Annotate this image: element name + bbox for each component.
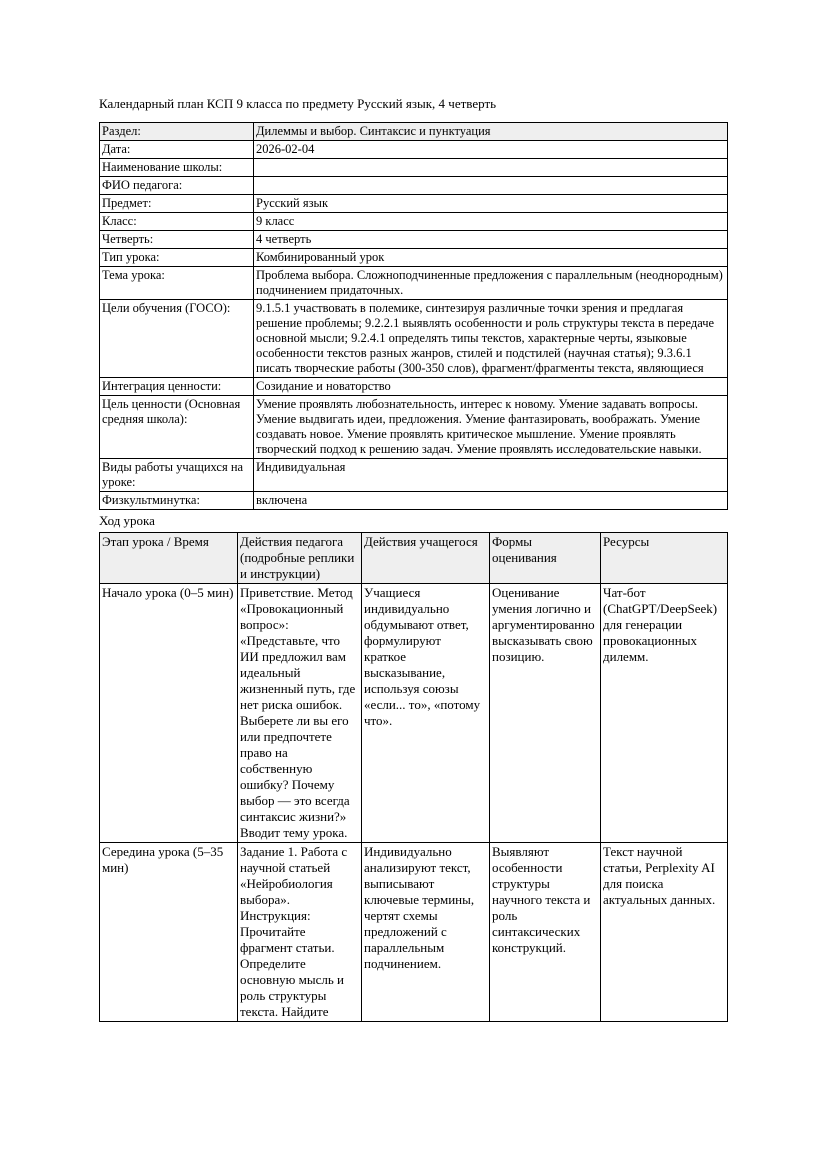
info-value [254,177,728,195]
info-value: Русский язык [254,195,728,213]
info-row [100,177,728,195]
info-row [100,141,728,159]
info-value: 2026-02-04 [254,141,728,159]
info-label: Наименование школы: [100,159,254,177]
lesson-flow-table [99,532,728,1022]
info-label: Физкультминутка: [100,492,254,510]
info-label: ФИО педагога: [100,177,254,195]
column-header-stage: Этап урока / Время [100,533,238,584]
resources-cell: Текст научной статьи, Perplexity AI для поиска актуальных данных. [601,843,728,1022]
info-label: Цель ценности (Основная средняя школа): [100,396,254,459]
assessment-cell: Выявляют особенности структуры научного текста и роль синтаксических конструкций. [490,843,601,1022]
page-title: Календарный план КСП 9 класса по предмету Русский язык, 4 четверть [99,96,497,111]
info-row [100,459,728,492]
info-label: Четверть: [100,231,254,249]
info-row [100,159,728,177]
info-row [100,231,728,249]
info-label: Виды работы учащихся на уроке: [100,459,254,492]
student-actions-cell: Индивидуально анализируют текст, выписывают ключевые термины, чертят схемы предложений с параллельным подчинением. [362,843,490,1022]
student-actions-cell: Учащиеся индивидуально обдумывают ответ, формулируют краткое высказывание, используя союзы «если... то», «потому что». [362,584,490,843]
assessment-cell: Оценивание умения логично и аргументированно высказывать свою позицию. [490,584,601,843]
info-row [100,267,728,300]
column-header-teacher-actions: Действия педагога (подробные реплики и инструкции) [238,533,362,584]
info-value: включена [254,492,728,510]
column-header-resources: Ресурсы [601,533,728,584]
lesson-info-table [99,122,728,510]
info-row [100,123,728,141]
info-value: Индивидуальная [254,459,728,492]
info-row [100,213,728,231]
info-row [100,396,728,459]
info-value: Созидание и новаторство [254,378,728,396]
teacher-actions-cell: Приветствие. Метод «Провокационный вопрос»: «Представьте, что ИИ предложил вам идеальный жизненный путь, где нет риска ошибок. Выберете ли вы его или предпочтете право на собственную ошибку? Почему выбор — это всегда синтаксис жизни?» Вводит тему урока. [238,584,362,843]
info-value: Дилеммы и выбор. Синтаксис и пунктуация [254,123,728,141]
info-row [100,492,728,510]
resources-cell: Чат-бот (ChatGPT/DeepSeek) для генерации провокационных дилемм. [601,584,728,843]
info-label: Цели обучения (ГОСО): [100,300,254,378]
info-value: Комбинированный урок [254,249,728,267]
info-row [100,300,728,378]
teacher-actions-cell: Задание 1. Работа с научной статьей «Нейробиология выбора». Инструкция: Прочитайте фрагмент статьи. Определите основную мысль и роль структуры текста. Найдите [238,843,362,1022]
info-value [254,159,728,177]
info-label: Класс: [100,213,254,231]
info-row [100,378,728,396]
info-label: Дата: [100,141,254,159]
info-value: Умение проявлять любознательность, интерес к новому. Умение задавать вопросы. Умение выдвигать идеи, предложения. Умение фантазировать, воображать. Умение создавать новое. Умение проявлять критическое мышление. Умение проявлять творческий подход к решению задач. Умение проявлять исследовательские навыки. [254,396,728,459]
column-header-assessment: Формы оценивания [490,533,601,584]
info-value: Проблема выбора. Сложноподчиненные предложения с параллельным (неоднородным) подчинением придаточных. [254,267,728,300]
info-label: Тема урока: [100,267,254,300]
stage-cell: Начало урока (0–5 мин) [100,584,238,843]
column-header-student-actions: Действия учащегося [362,533,490,584]
stage-cell: Середина урока (5–35 мин) [100,843,238,1022]
info-label: Раздел: [100,123,254,141]
info-value: 4 четверть [254,231,728,249]
info-value: 9.1.5.1 участвовать в полемике, синтезируя различные точки зрения и предлагая решение проблемы; 9.2.2.1 выявлять особенности и роль структуры текста в передаче основной мысли; 9.2.4.1 определять типы текстов, характерные черты, языковые особенности текстов разных жанров, стилей и подстилей (научная статья); 9.3.6.1 писать творческие работы (300-350 слов), фрагмент/фрагменты текста, являющиеся [254,300,728,378]
info-row [100,195,728,213]
info-row [100,249,728,267]
info-value: 9 класс [254,213,728,231]
lesson-table-header-row [100,533,728,584]
section-heading: Ход урока [99,513,155,528]
info-label: Предмет: [100,195,254,213]
info-label: Интеграция ценности: [100,378,254,396]
info-label: Тип урока: [100,249,254,267]
lesson-row-middle [100,843,728,1022]
lesson-row-start [100,584,728,843]
